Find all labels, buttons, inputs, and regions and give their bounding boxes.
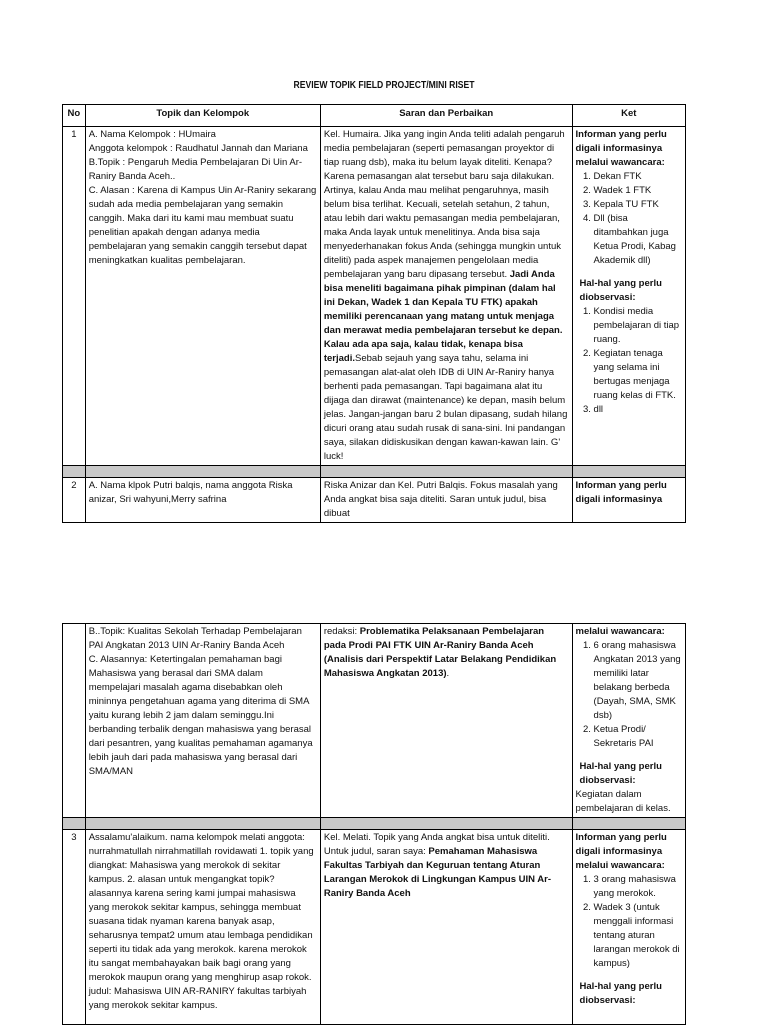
saran-text-bold: Pemahaman Mahasiswa Fakultas Tarbiyah dan Keguruan tentang Aturan Larangan Merokok di Lingkungan Kampus UIN Ar-Raniry Banda Aceh — [323, 846, 552, 899]
ket-cell — [572, 127, 685, 466]
row-number — [63, 624, 86, 818]
ket-text: Kegiatan dalam pembelajaran di kelas. — [575, 789, 671, 814]
topik-line: A. Nama Kelompok : HUmaira — [88, 129, 216, 140]
ket-heading: Informan yang perlu digali informasinya melalui wawancara: — [575, 129, 667, 168]
header-no: No — [63, 105, 86, 127]
list-item: 1. 3 orang mahasiswa yang merokok. — [594, 873, 682, 901]
saran-text: Sebab sejauh yang saya tahu, selama ini pemasangan alat-alat oleh IDB di UIN Ar-Raniry hanya berhenti pada pemasangan. Tapi bagaimana alat itu dijaga dan dirawat (maintenance) ke depan, masih belum jelas. Jangan-jangan baru 2 bulan dipasang, sudah hilang dicuri orang atau sudah rusak di sana-sini. Ini pandangan saya, silakan didiskusikan dengan kawan-kawan lain. G' luck! — [323, 353, 568, 462]
table-header-row — [63, 105, 686, 127]
list-item: 2. Kegiatan tenaga yang selama ini bertugas menjaga ruang kelas di FTK. — [594, 347, 682, 403]
topik-cell — [85, 624, 320, 818]
row-number: 3 — [63, 830, 86, 1025]
list-item: 2. Wadek 1 FTK — [594, 184, 682, 198]
document-title: REVIEW TOPIK FIELD PROJECT/MINI RISET — [293, 80, 475, 91]
saran-text: Kel. Melati. Topik yang Anda angkat bisa untuk diteliti. Untuk judul, saran saya: — [323, 832, 550, 857]
list-item: 3. dll — [594, 403, 682, 417]
header-saran: Saran dan Perbaikan — [320, 105, 572, 127]
list-item: 4. Dll (bisa ditambahkan juga Ketua Prodi, Kabag Akademik dll) — [594, 212, 682, 268]
topik-line: B..Topik: Kualitas Sekolah Terhadap Pembelajaran PAI Angkatan 2013 UIN Ar-Raniry Banda Aceh — [88, 626, 302, 651]
ket-cell: Informan yang perlu digali informasinya — [572, 478, 685, 523]
observasi-list — [576, 305, 682, 417]
saran-cell — [320, 624, 572, 818]
saran-text-bold: Problematika Pelaksanaan Pembelajaran pada Prodi PAI FTK UIN Ar-Raniry Banda Aceh (Analisis dari Perspektif Latar Belakang Pendidikan Mahasiswa Angkatan 2013) — [323, 626, 557, 679]
saran-text: . — [446, 668, 450, 679]
saran-text: Kel. Humaira. Jika yang ingin Anda teliti adalah pengaruh media pembelajaran (seperti pemasangan proyektor di tiap ruang dsb), maka itu belum layak diteliti. Kenapa? Karena pemasangan alat tersebut baru saja dilakukan. Artinya, kalau Anda mau melihat pengaruhnya, masih belum bisa terlihat. Kecuali, setelah setahun, 2 tahun, atau lebih dari waktu pemasangan media pembelajaran, maka Anda layak untuk menelitinya. Anda bisa saja menyederhanakan fokus Anda (sehingga mungkin untuk diteliti) pada aspek manajemen pengelolaan media pembelajaran yang baru dipasang tersebut. — [323, 129, 565, 280]
list-item: 2. Ketua Prodi/ Sekretaris PAI — [594, 723, 682, 751]
topik-cell — [85, 127, 320, 466]
saran-text: redaksi: — [323, 626, 360, 637]
ket-heading: Informan yang perlu digali informasinya melalui wawancara: — [575, 832, 667, 871]
saran-cell — [320, 127, 572, 466]
topik-line: Anggota kelompok : Raudhatul Jannah dan Mariana — [88, 143, 308, 154]
list-item: 3. Kepala TU FTK — [594, 198, 682, 212]
saran-cell — [320, 830, 572, 1025]
topik-line: B.Topik : Pengaruh Media Pembelajaran Di Uin Ar-Raniry Banda Aceh.. — [88, 157, 303, 182]
review-table-continued — [62, 623, 686, 1025]
topik-line: C. Alasannya: Ketertingalan pemahaman bagi Mahasiswa yang berasal dari SMA dalam mempelajari masalah agama disebabkan oleh mininnya pengetahuan agama yang diterima di SMA yaitu kurang lebih 2 jam dalam seminggu.Ini berbanding terbalik dengan mahasiswa yang berasal dari pesantren, yang kualitas pemahaman agamanya lebih jauh dari pada mahasiswa yang berasal dari SMA/MAN — [88, 654, 313, 777]
table-row — [63, 624, 686, 818]
list-item: 1. Kondisi media pembelajaran di tiap ruang. — [594, 305, 682, 347]
informan-list — [576, 873, 682, 971]
ket-cell — [572, 830, 685, 1025]
topik-line: C. Alasan : Karena di Kampus Uin Ar-Raniry sekarang sudah ada media pembelajaran yang semakin canggih. Maka dari itu kami mau membuat suatu penelitian apakah dengan adanya media pembelajaran yang semakin canggih tersebut dapat meningkatkan kualitas pembelajaran. — [88, 185, 317, 266]
row-separator — [63, 818, 686, 830]
table-row — [63, 830, 686, 1025]
saran-text-bold: Jadi Anda bisa meneliti bagaimana pihak pimpinan (dalam hal ini Dekan, Wadek 1 dan Kepala TU FTK) apakah memiliki perencanaan yang matang untuk menjaga dan merawat media pembelajaran tersebut ke depan. Kalau ada apa saja, kalau tidak, kenapa bisa terjadi. — [323, 269, 563, 364]
row-separator — [63, 466, 686, 478]
table-row — [63, 478, 686, 523]
header-ket: Ket — [572, 105, 685, 127]
table-row — [63, 127, 686, 466]
topik-cell: A. Nama klpok Putri balqis, nama anggota Riska anizar, Sri wahyuni,Merry safrina — [85, 478, 320, 523]
list-item: 2. Wadek 3 (untuk menggali informasi tentang aturan larangan merokok di kampus) — [594, 901, 682, 971]
saran-cell: Riska Anizar dan Kel. Putri Balqis. Fokus masalah yang Anda angkat bisa saja diteliti. Saran untuk judul, bisa dibuat — [320, 478, 572, 523]
row-number: 1 — [63, 127, 86, 466]
informan-list — [576, 170, 682, 268]
list-item: 1. Dekan FTK — [594, 170, 682, 184]
ket-heading: Hal-hal yang perlu diobservasi: — [579, 981, 662, 1006]
header-topik: Topik dan Kelompok — [85, 105, 320, 127]
review-table — [62, 104, 686, 523]
ket-heading: Hal-hal yang perlu diobservasi: — [579, 278, 662, 303]
ket-cell — [572, 624, 685, 818]
topik-cell: Assalamu'alaikum. nama kelompok melati anggota: nurrahmatullah nirrahmatillah rovidawati 1. topik yang diangkat: Mahasiswa yang merokok di sekitar kampus. 2. alasan untuk mengangkat topik? alasannya karena sering kami jumpai mahasiswa yang merokok sekitar kampus, sehingga membuat suasana tidak nyaman karena banyak asap, seharusnya tempat2 umum atau lembaga pendidikan seperti itu tidak ada yang merokok. karena merokok itu sangat membahayakan baik bagi orang yang merokok maupun orang yang menghirup asap rokok. judul: Mahasiswa UIN AR-RANIRY fakultas tarbiyah yang merokok sekitar kampus. — [85, 830, 320, 1025]
ket-heading: melalui wawancara: — [575, 626, 665, 637]
list-item: 1. 6 orang mahasiswa Angkatan 2013 yang memiliki latar belakang berbeda (Dayah, SMA, SMK dsb) — [594, 639, 682, 723]
row-number: 2 — [63, 478, 86, 523]
ket-heading: Hal-hal yang perlu diobservasi: — [579, 761, 662, 786]
informan-list — [576, 639, 682, 751]
